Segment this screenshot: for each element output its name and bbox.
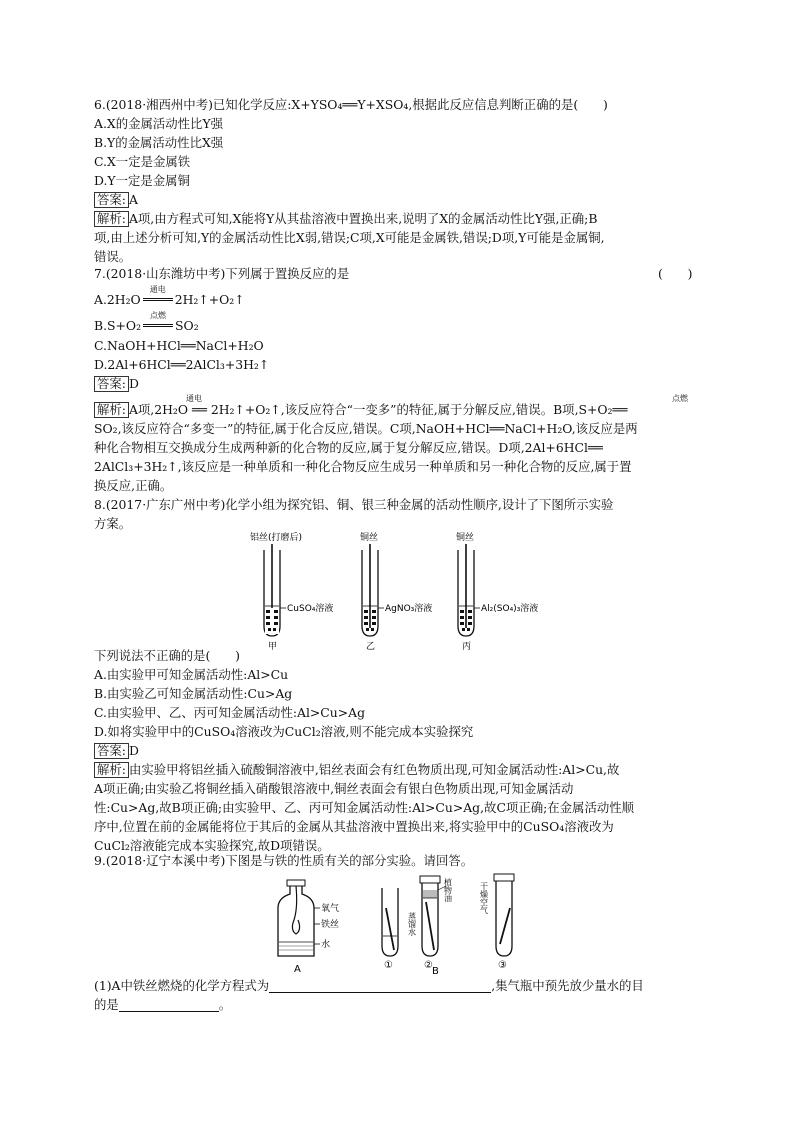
figure-a-name: A (294, 964, 301, 974)
q6-analysis-line-2: 项,由上述分析可知,Y的金属活动性比X弱,错误;C项,X可能是金属铁,错误;D项,Y可能是金属铜, (94, 230, 605, 245)
figure-a-gas-bottle (278, 880, 339, 974)
tube-yi-top-label: 铜丝 (360, 533, 379, 543)
q7-b-product: SO₂ (175, 318, 199, 333)
q6-analysis-line-1 (94, 210, 597, 228)
test-tube-icon (382, 888, 398, 956)
q8-option-c: C.由实验甲、乙、丙可知金属活动性:Al>Cu>Ag (94, 705, 366, 720)
q7-a-product: 2H₂↑+O₂↑ (174, 292, 245, 307)
tube-jia-solution-label: CuSO₄溶液 (287, 604, 334, 614)
q8-analysis-line-4: 序中,位置在前的金属能将位于其后的金属从其盐溶液中置换出来,将实验甲中的CuSO₄溶液改为 (94, 819, 614, 834)
iron-nail-icon (500, 908, 510, 944)
q6-analysis-text-1: A项,由方程式可知,X能将Y从其盐溶液中置换出来,说明了X的金属活动性比Y强,正确;B (128, 211, 598, 226)
q8-option-a: A.由实验甲可知金属活动性:Al>Cu (94, 667, 289, 682)
q7-analysis-line-4: 2AlCl₃+3H₂↑,该反应是一种单质和一种化合物反应生成另一种单质和另一种化合物的反应,属于置 (94, 459, 632, 474)
tube-bing-name: 丙 (462, 642, 472, 652)
q7-answer-paren: ( ) (658, 266, 693, 281)
q7-stem: 7.(2018·山东潍坊中考)下列属于置换反应的是 (94, 266, 350, 281)
q8-option-d: D.如将实验甲中的CuSO₄溶液改为CuCl₂溶液,则不能完成本实验探究 (94, 724, 474, 739)
analysis-tag: 解析: (94, 211, 129, 227)
tube-bing-top-label: 铜丝 (456, 533, 475, 543)
q7-analysis-cond-2: 点燃 (672, 394, 688, 403)
q7-option-b (94, 311, 199, 335)
q8-answer: D (128, 743, 139, 758)
tube-yi-name: 乙 (366, 642, 376, 652)
test-tube-icon (422, 878, 438, 956)
iron-nail-icon (386, 908, 394, 950)
q6-analysis-line-3: 错误。 (94, 249, 132, 264)
label-iron-wire: 铁丝 (321, 920, 340, 930)
tube-yi-solution-label: AgNO₃溶液 (385, 604, 433, 614)
q7-a-reactant: A.2H₂O (94, 292, 141, 307)
figure-b-name: B (432, 966, 439, 974)
q7-b-reactant: B.S+O₂ (94, 318, 142, 333)
q9-iron-experiment-figure (270, 868, 530, 974)
q7-analysis-line-3: 种化合物相互交换成分生成两种新的化合物的反应,属于复分解反应,错误。D项,2Al+6HCl══ (94, 440, 603, 455)
q9-sub1-text-d: 。 (218, 997, 232, 1012)
q8-analysis-line-1 (94, 761, 619, 779)
q7-analysis-line-2: SO₂,该反应符合“多变一”的特征,属于化合反应,错误。C项,NaOH+HCl══NaCl+H₂O,该反应是两 (94, 421, 638, 436)
q9-sub1-text-c: 的是 (94, 997, 119, 1012)
q7-option-c: C.NaOH+HCl══NaCl+H₂O (94, 338, 264, 353)
q6-option-b: B.Y的金属活动性比X强 (94, 135, 224, 150)
answer-tag: 答案: (94, 743, 129, 759)
q7-answer-line (94, 375, 139, 393)
iron-wire-coil-icon (292, 886, 299, 934)
q7-b-condition-label: 点燃 (150, 311, 167, 320)
label-oxygen: 氧气 (321, 904, 340, 914)
q6-option-a: A.X的金属活动性比Y强 (94, 116, 224, 131)
q7-analysis-text-1: A项,2H₂O ══ 2H₂↑+O₂↑,该反应符合“一变多”的特征,属于分解反应,错误。B项,S+O₂══ (128, 402, 628, 417)
tube-jia (250, 531, 333, 652)
q8-answer-line (94, 742, 139, 760)
q9-sub1-line-1 (94, 977, 644, 995)
q6-stem: 6.(2018·湘西州中考)已知化学反应:X+YSO₄══Y+XSO₄,根据此反应信息判断正确的是( ) (94, 97, 608, 112)
test-tube-icon (496, 878, 512, 956)
q8-analysis-line-3: 性:Cu>Ag,故B项正确;由实验甲、乙、丙可知金属活动性:Al>Cu>Ag,故C项正确;在金属活动性顺 (94, 800, 635, 815)
q8-analysis-line-2: A项正确;由实验乙将铜丝插入硝酸银溶液中,铜丝表面会有银白色物质出现,可知金属活动 (94, 781, 574, 796)
q6-option-d: D.Y一定是金属铜 (94, 173, 190, 188)
q9-stem: 9.(2018·辽宁本溪中考)下图是与铁的性质有关的部分实验。请回答。 (94, 853, 474, 868)
tube-number-1: ① (384, 960, 393, 971)
q8-prompt: 下列说法不正确的是( ) (94, 648, 240, 663)
q8-test-tube-figure (250, 528, 560, 652)
equation-answer-blank[interactable] (269, 979, 491, 993)
figure-b-tubes (382, 874, 514, 974)
tube-bing (456, 531, 538, 652)
purpose-answer-blank[interactable] (119, 998, 219, 1012)
tube-bing-solution-label: Al₂(SO₄)₃溶液 (481, 604, 539, 614)
q9-sub1-text-b: ,集气瓶中预先放少量水的目 (491, 978, 644, 993)
answer-tag: 答案: (94, 192, 129, 208)
label-water: 水 (321, 940, 331, 950)
tube-jia-name: 甲 (268, 642, 278, 652)
tube-jia-top-label: 铝丝(打磨后) (250, 533, 303, 543)
label-distilled-water: 蒸馏水 (407, 912, 417, 936)
q8-stem-line-2: 方案。 (94, 516, 132, 531)
answer-tag: 答案: (94, 376, 129, 392)
gas-bottle-icon (278, 886, 314, 956)
q7-a-condition-label: 通电 (149, 285, 166, 294)
analysis-tag: 解析: (94, 402, 129, 418)
q6-answer: A (128, 192, 138, 207)
q9-sub1-line-2 (94, 996, 231, 1014)
label-dry-air: 干燥空气 (479, 882, 489, 914)
q7-analysis-cond-1: 通电 (186, 394, 202, 403)
analysis-tag: 解析: (94, 762, 129, 778)
q7-analysis-line-5: 换反应,正确。 (94, 478, 173, 493)
q8-analysis-line-5: CuCl₂溶液能完成本实验探究,故D项错误。 (94, 838, 330, 853)
q7-option-d: D.2Al+6HCl══2AlCl₃+3H₂↑ (94, 357, 270, 372)
q8-option-b: B.由实验乙可知金属活动性:Cu>Ag (94, 686, 293, 701)
q7-answer: D (128, 376, 139, 391)
q6-option-c: C.X一定是金属铁 (94, 154, 191, 169)
q9-sub1-text-a: (1)A中铁丝燃烧的化学方程式为 (94, 978, 270, 993)
q8-analysis-text-1: 由实验甲将铝丝插入硫酸铜溶液中,铝丝表面会有红色物质出现,可知金属活动性:Al>Cu,故 (128, 762, 620, 777)
iron-nail-icon (426, 902, 434, 950)
tube-yi (360, 531, 432, 652)
tube-number-2: ② (424, 960, 433, 971)
q6-answer-line (94, 191, 138, 209)
q7-b-condition (141, 311, 175, 335)
q7-analysis-line-1 (94, 401, 627, 419)
label-vegetable-oil: 植物油 (443, 878, 453, 902)
q8-stem-line-1: 8.(2017·广东广州中考)化学小组为探究铝、铜、银三种金属的活动性顺序,设计了下图所示实验 (94, 497, 614, 512)
tube-number-3: ③ (498, 960, 507, 971)
oil-layer (423, 890, 437, 898)
